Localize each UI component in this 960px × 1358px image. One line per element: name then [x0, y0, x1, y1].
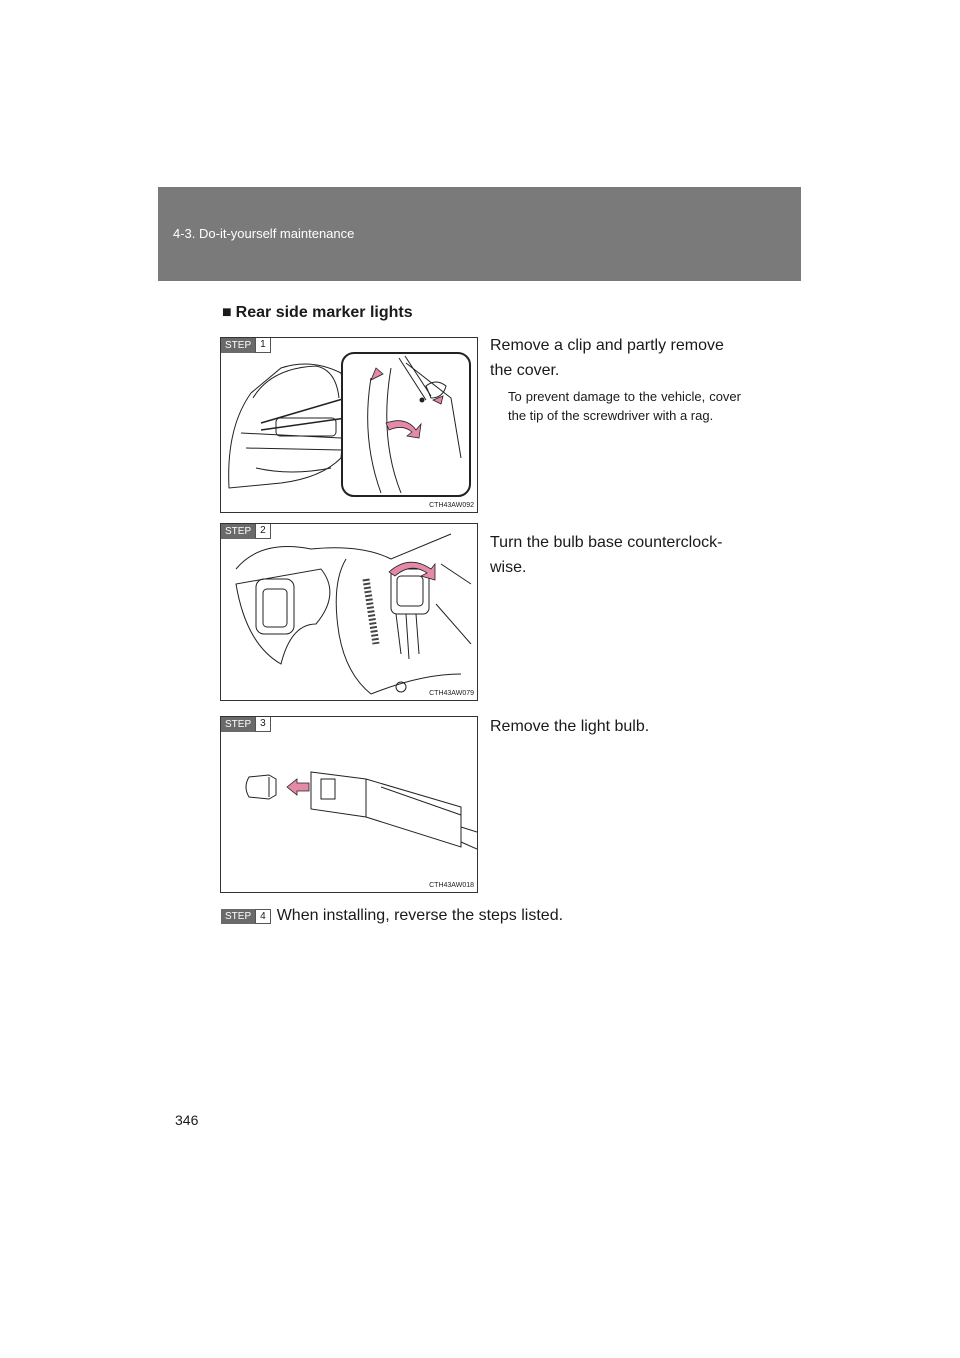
step-1-text: Remove a clip and partly remove the cover. — [490, 337, 724, 379]
car-trunk-illustration — [221, 338, 477, 512]
step-badge-4 — [221, 909, 271, 924]
square-bullet-icon: ■ — [222, 304, 232, 321]
step-number: 4 — [255, 909, 271, 924]
step-badge-1 — [221, 338, 271, 353]
heading-title: Rear side marker lights — [235, 304, 413, 321]
step-label: STEP — [221, 717, 255, 732]
figure-step-1 — [220, 337, 478, 513]
bulb-removal-illustration — [221, 717, 477, 892]
step-1-note: To prevent damage to the vehicle, cover the tip of the screwdriver with a rag. — [508, 389, 741, 423]
figure-code: CTH43AW079 — [429, 690, 474, 697]
step-badge-2 — [221, 524, 271, 539]
step-number: 1 — [255, 338, 271, 353]
step-4 — [221, 907, 563, 925]
step-2-text: Turn the bulb base counterclock-wise. — [490, 534, 723, 576]
figure-code: CTH43AW092 — [429, 502, 474, 509]
step-badge-3 — [221, 717, 271, 732]
figure-step-3 — [220, 716, 478, 893]
figure-step-2 — [220, 523, 478, 701]
step-number: 3 — [255, 717, 271, 732]
step-label: STEP — [221, 524, 255, 539]
step-4-text: When installing, reverse the steps listed. — [276, 907, 564, 924]
step-label: STEP — [221, 338, 255, 353]
step-label: STEP — [221, 909, 255, 924]
section-title: 4-3. Do-it-yourself maintenance — [173, 226, 355, 241]
step-number: 2 — [255, 524, 271, 539]
page-number: 346 — [175, 1112, 199, 1128]
step-3-text: Remove the light bulb. — [490, 718, 650, 735]
figure-code: CTH43AW018 — [429, 882, 474, 889]
section-heading — [222, 304, 413, 322]
bulb-socket-illustration — [221, 524, 477, 700]
